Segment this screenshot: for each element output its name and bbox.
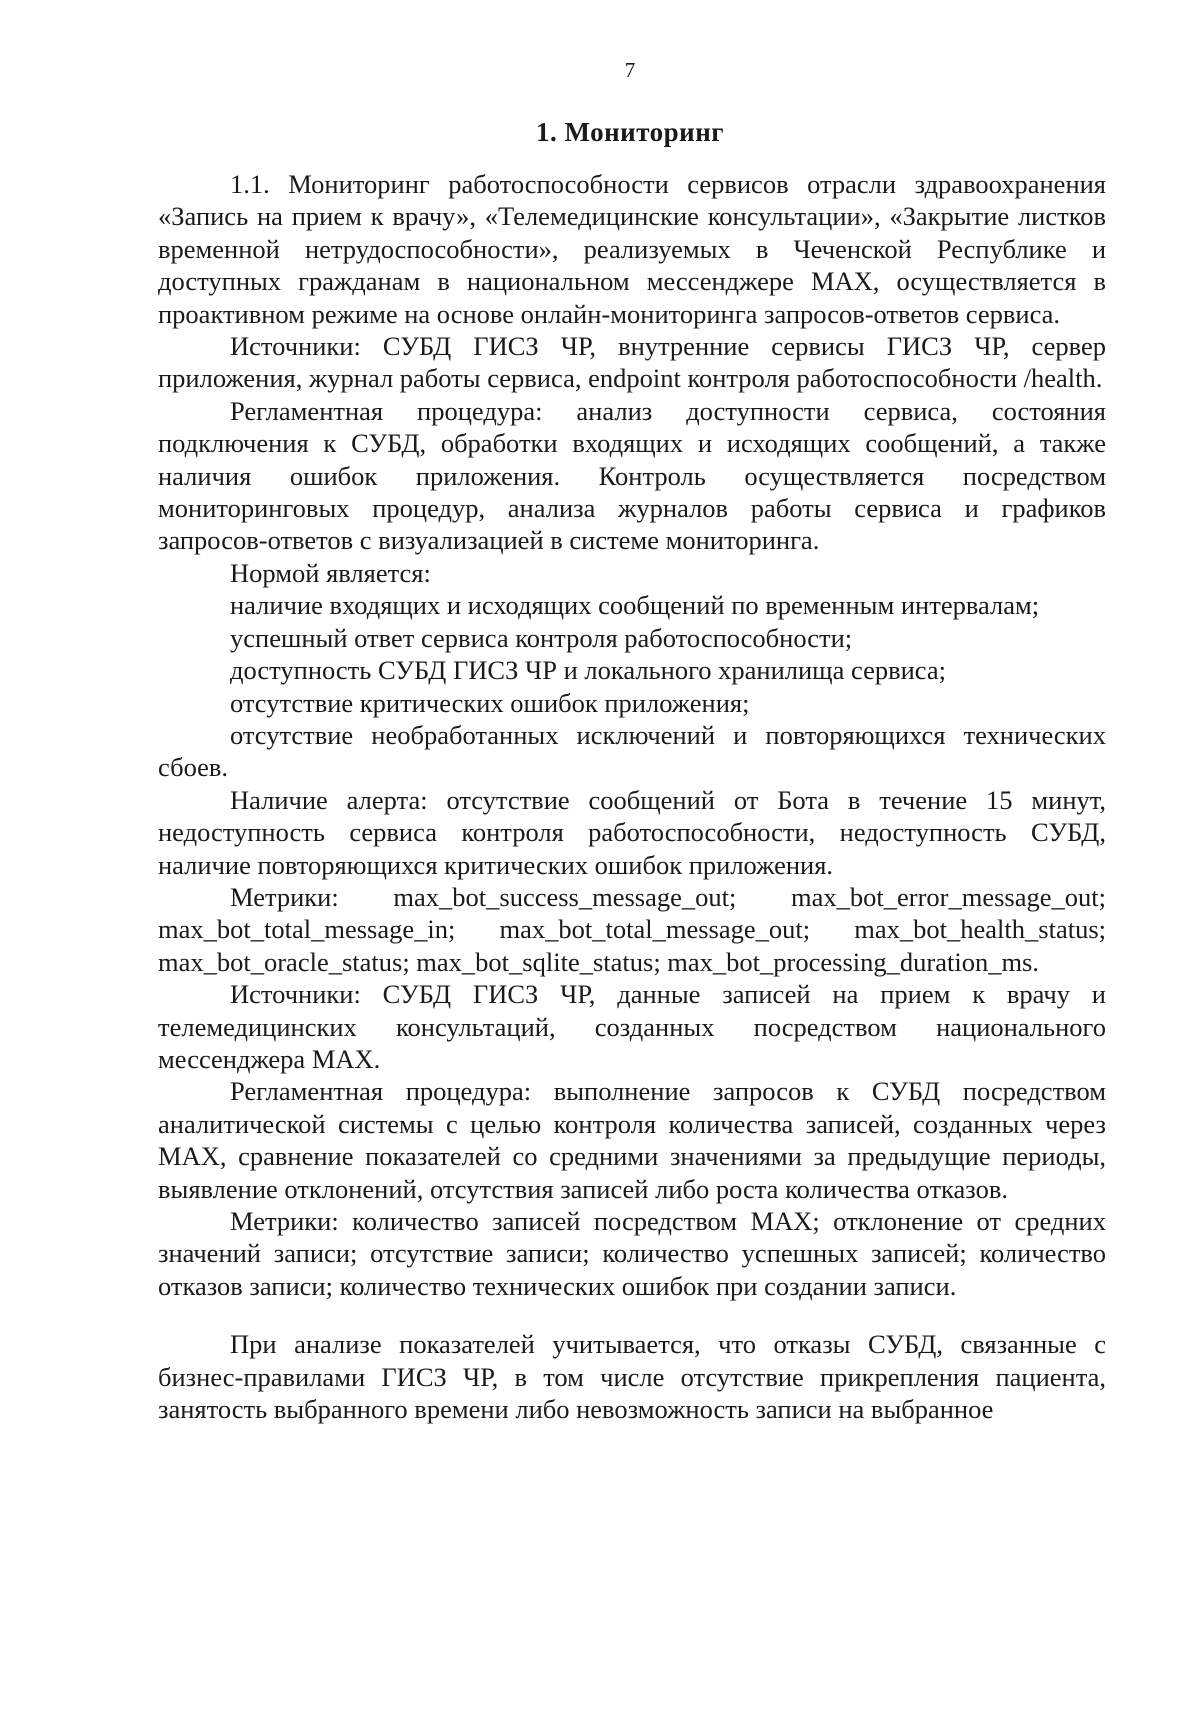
paragraph-sources-1: Источники: СУБД ГИСЗ ЧР, внутренние сервисы ГИСЗ ЧР, сервер приложения, журнал работы сервиса, endpoint контроля работоспособности /health. — [158, 331, 1106, 394]
list-item-norm-2: успешный ответ сервиса контроля работоспособности; — [230, 622, 853, 653]
section-title: 1. Мониторинг — [535, 117, 725, 147]
paragraph-norm-heading: Нормой является: — [230, 557, 431, 588]
list-item-norm-5: отсутствие необработанных исключений и повторяющихся технических сбоев. — [158, 719, 1106, 783]
paragraph-metrics-1: Метрики: max_bot_success_message_out; max_bot_error_message_out; max_bot_total_message_in; max_bot_total_message_out; max_bot_health_status; max_bot_oracle_status; max_bot_sqlite_status; max_bot_processing_duration_ms. — [158, 881, 1106, 977]
paragraph-monitoring-intro: 1.1. Мониторинг работоспособности сервисов отрасли здравоохранения «Запись на прием к врачу», «Телемедицинские консультации», «Закрытие листков временной нетрудоспособности», реализуемых в Чеченской Республике и доступных гражданам в национальном мессенджере MAX, осуществляется в проактивном режиме на основе онлайн-мониторинга запросов-ответов сервиса. — [158, 169, 1106, 329]
paragraph-alert: Наличие алерта: отсутствие сообщений от Бота в течение 15 минут, недоступность сервиса контроля работоспособности, недоступность СУБД, наличие повторяющихся критических ошибок приложения. — [158, 784, 1106, 880]
page-number: 7 — [624, 58, 636, 82]
paragraph-procedure-1: Регламентная процедура: анализ доступности сервиса, состояния подключения к СУБД, обработки входящих и исходящих сообщений, а также наличия ошибок приложения. Контроль осуществляется посредством мониторинговых процедур, анализа журналов работы сервиса и графиков запросов-ответов с визуализацией в системе мониторинга. — [158, 395, 1106, 556]
paragraph-metrics-2: Метрики: количество записей посредством MAX; отклонение от средних значений записи; отсутствие записи; количество успешных записей; количество отказов записи; количество технических ошибок при создании записи. — [158, 1206, 1106, 1301]
paragraph-sources-2: Источники: СУБД ГИСЗ ЧР, данные записей на прием к врачу и телемедицинских консультаций, созданных посредством национального мессенджера MAX. — [158, 979, 1106, 1074]
list-item-norm-4: отсутствие критических ошибок приложения; — [230, 687, 750, 718]
paragraph-analysis-note: При анализе показателей учитывается, что отказы СУБД, связанные с бизнес-правилами ГИСЗ ЧР, в том числе отсутствие прикрепления пациента, занятость выбранного времени либо невозможность записи на выбранное — [158, 1329, 1106, 1425]
list-item-norm-3: доступность СУБД ГИСЗ ЧР и локального хранилища сервиса; — [230, 655, 946, 686]
document-body — [158, 168, 1106, 1425]
list-item-norm-1: наличие входящих и исходящих сообщений по временным интервалам; — [230, 590, 1040, 621]
paragraph-procedure-2: Регламентная процедура: выполнение запросов к СУБД посредством аналитической системы с целью контроля количества записей, созданных через MAX, сравнение показателей со средними значениями за предыдущие периоды, выявление отклонений, отсутствия записей либо роста количества отказов. — [158, 1076, 1106, 1204]
